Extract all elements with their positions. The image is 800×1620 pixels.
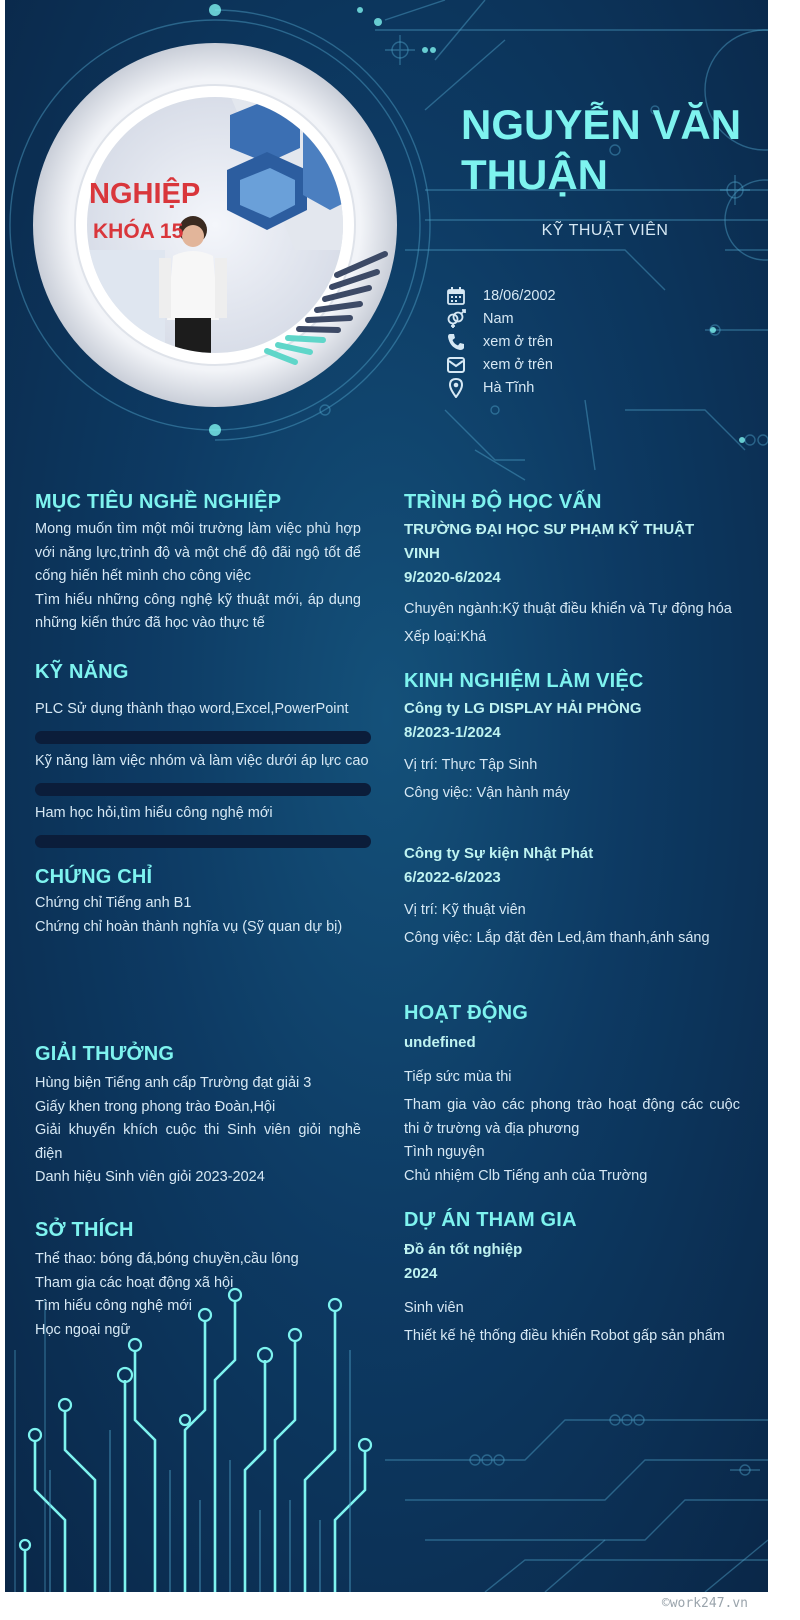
birthday-value: 18/06/2002: [483, 287, 556, 304]
watermark: ©work247.vn: [661, 1596, 748, 1611]
certificate-item: Chứng chỉ Tiếng anh B1: [35, 895, 192, 911]
phone-icon: [445, 332, 467, 352]
objective-text: [35, 518, 361, 636]
award-item: Giải khuyến khích cuộc thi Sinh viên giỏi nghề điện: [35, 1122, 361, 1162]
project-year: 2024: [404, 1265, 438, 1282]
info-gender: [445, 307, 514, 330]
skill-bar: [35, 783, 371, 796]
activities-subtitle: undefined: [404, 1034, 476, 1051]
info-address: [445, 376, 534, 399]
awards-title: GIẢI THƯỞNG: [35, 1043, 175, 1065]
skill-bar: [35, 731, 371, 744]
activity-item: Tình nguyện: [404, 1144, 485, 1160]
gender-value: Nam: [483, 310, 514, 327]
candidate-name: NGUYỄN VĂN THUẬN: [461, 101, 742, 198]
school-name-line: VINH: [404, 545, 440, 562]
job-header: [404, 697, 754, 745]
address-value: Hà Tĩnh: [483, 379, 535, 396]
gender-icon: [445, 309, 467, 329]
school-name: [404, 518, 744, 590]
education-period: 9/2020-6/2024: [404, 569, 501, 586]
project-role: Sinh viên: [404, 1300, 464, 1316]
job-company: Công ty LG DISPLAY HẢI PHÒNG: [404, 700, 642, 717]
job-header: [404, 842, 754, 890]
activities-list: [404, 1094, 740, 1188]
hobby-item: Học ngoại ngữ: [35, 1321, 131, 1338]
objective-line: Tìm hiểu những công nghệ kỹ thuật mới, áp dụng những kiến thức đã học vào thực tế: [35, 591, 361, 631]
project-desc: Thiết kế hệ thống điều khiển Robot gấp sản phẩm: [404, 1328, 725, 1344]
job-position: Vị trí: Kỹ thuật viên: [404, 902, 526, 918]
info-birthday: [445, 284, 556, 307]
education-major: Chuyên ngành:Kỹ thuật điều khiển và Tự động hóa: [404, 601, 732, 617]
objective-title: MỤC TIÊU NGHỀ NGHIỆP: [35, 491, 282, 513]
photo-banner-text-1: NGHIỆP: [89, 178, 201, 210]
email-icon: [445, 355, 467, 375]
hobby-item: Tìm hiểu công nghệ mới: [35, 1298, 193, 1314]
info-phone: [445, 330, 553, 353]
activity-item: Chủ nhiệm Clb Tiếng anh của Trường: [404, 1167, 648, 1184]
project-name: Đồ án tốt nghiệp: [404, 1241, 523, 1258]
projects-title: DỰ ÁN THAM GIA: [404, 1209, 577, 1231]
award-item: Giấy khen trong phong trào Đoàn,Hội: [35, 1098, 276, 1115]
job-company: Công ty Sự kiện Nhật Phát: [404, 845, 594, 862]
education-title: TRÌNH ĐỘ HỌC VẤN: [404, 491, 602, 513]
experience-title: KINH NGHIỆM LÀM VIỆC: [404, 670, 644, 692]
hobby-item: Thể thao: bóng đá,bóng chuyền,cầu lông: [35, 1251, 299, 1267]
photo-banner-text-2: KHÓA 15: [93, 220, 184, 243]
calendar-icon: [445, 286, 467, 306]
project-header: [404, 1238, 754, 1286]
job-work: Công việc: Vận hành máy: [404, 785, 571, 801]
location-pin-icon: [445, 378, 467, 398]
skill-label: PLC Sử dụng thành thạo word,Excel,PowerPoint: [35, 701, 349, 717]
certificates-list: [35, 892, 375, 939]
skill-label: Kỹ năng làm việc nhóm và làm việc dưới áp lực cao: [35, 753, 369, 769]
email-value[interactable]: xem ở trên: [483, 356, 553, 373]
job-position: Vị trí: Thực Tập Sinh: [404, 757, 538, 773]
info-email: [445, 353, 553, 376]
objective-line: Mong muốn tìm một môi trường làm việc phù hợp với năng lực,trình độ và một chế độ đãi ngộ tốt để cống hiến hết mình cho công việc: [35, 521, 361, 584]
activities-title: HOẠT ĐỘNG: [404, 1002, 529, 1024]
school-name-line: TRƯỜNG ĐẠI HỌC SƯ PHẠM KỸ THUẬT: [404, 521, 695, 538]
award-item: Hùng biện Tiếng anh cấp Trường đạt giải 3: [35, 1075, 312, 1091]
awards-list: [35, 1072, 361, 1190]
award-item: Danh hiệu Sinh viên giỏi 2023-2024: [35, 1169, 265, 1185]
job-period: 6/2022-6/2023: [404, 869, 501, 886]
candidate-title: KỸ THUẬT VIÊN: [541, 222, 669, 239]
activity-item: Tham gia vào các phong trào hoạt động các cuộc thi ở trường và địa phương: [404, 1097, 740, 1137]
education-rank: Xếp loại:Khá: [404, 629, 487, 645]
phone-value[interactable]: xem ở trên: [483, 333, 553, 350]
cv-page: [5, 0, 768, 1592]
activity-item: Tiếp sức mùa thi: [404, 1069, 512, 1085]
skill-label: Ham học hỏi,tìm hiểu công nghệ mới: [35, 805, 273, 821]
certificate-item: Chứng chỉ hoàn thành nghĩa vụ (Sỹ quan dự bị): [35, 918, 343, 935]
certificates-title: CHỨNG CHỈ: [35, 866, 153, 888]
skills-title: KỸ NĂNG: [35, 661, 129, 683]
job-work: Công việc: Lắp đặt đèn Led,âm thanh,ánh sáng: [404, 930, 710, 946]
hobbies-list: [35, 1248, 375, 1342]
job-period: 8/2023-1/2024: [404, 724, 501, 741]
hobbies-title: SỞ THÍCH: [35, 1219, 134, 1241]
skill-bar: [35, 835, 371, 848]
hobby-item: Tham gia các hoạt động xã hội: [35, 1274, 234, 1291]
